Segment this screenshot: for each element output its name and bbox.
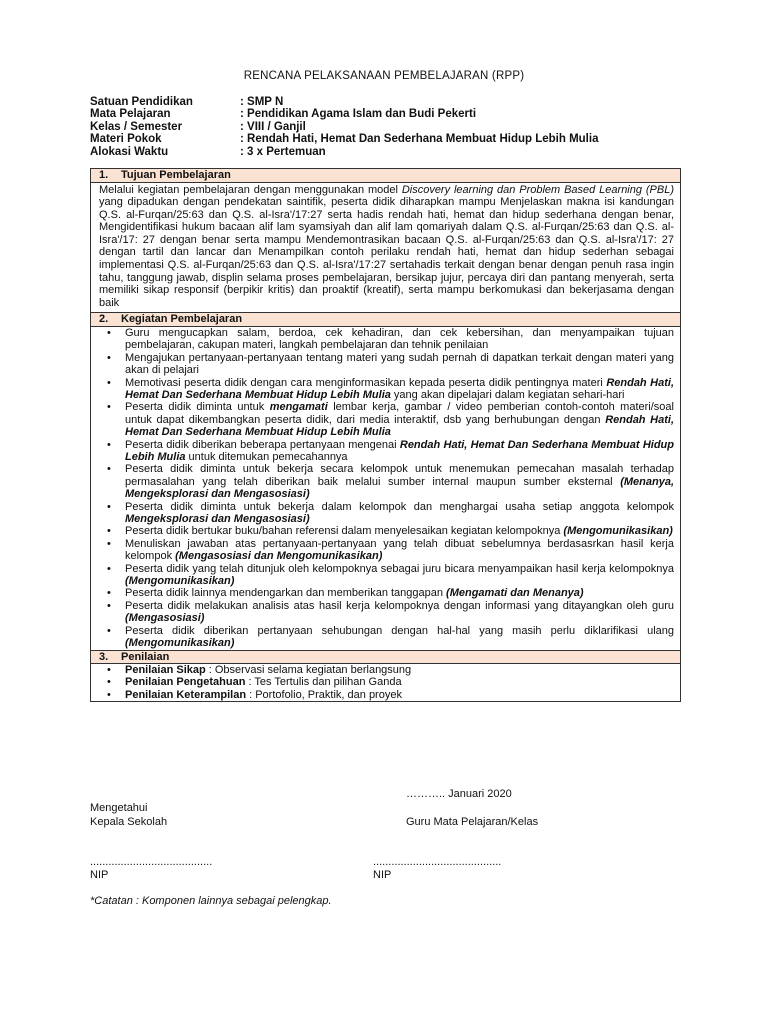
list-item: • Memotivasi peserta didik dengan cara menginformasikan kepada peserta didik pentingnya materi Rendah Hati, Hemat Dan Sederhana Membuat Hidup Lebih Mulia yang akan dipelajari dalam kegiatan sehari-hari [91, 377, 680, 402]
identity-row [90, 133, 598, 145]
identity-row [90, 146, 598, 158]
list-item: • Peserta didik diminta untuk mengamati lembar kerja, gambar / video pemberian contoh-contoh materi/soal untuk dapat dikembangkan peserta didik, dari media interaktif, dsb yang berhubungan dengan Rendah Hati, Hemat Dan Sederhana Membuat Hidup Lebih Mulia [91, 401, 680, 438]
list-item: • Peserta didik diberikan beberapa pertanyaan mengenai Rendah Hati, Hemat Dan Sederhana Membuat Hidup Lebih Mulia untuk ditemukan pemecahannya [91, 439, 680, 464]
section-number: 2. [99, 313, 109, 326]
signature-dots-left: ........................................ [90, 856, 213, 868]
section-heading-kegiatan [91, 312, 680, 327]
section-title: Kegiatan Pembelajaran [121, 313, 243, 326]
signature-right-line: Guru Mata Pelajaran/Kelas [406, 816, 539, 828]
list-item: • Guru mengucapkan salam, berdoa, cek kehadiran, dan cek kebersihan, dan menyampaikan tujuan pembelajaran, cakupan materi, langkah pembelajaran dan tehnik penilaian [91, 327, 680, 352]
identity-value: : 3 x Pertemuan [240, 146, 326, 158]
signature-date: ……….. Januari 2020 [406, 788, 512, 800]
identity-row [90, 96, 598, 108]
signature-left-line2: Kepala Sekolah [90, 816, 168, 828]
activity-list [91, 327, 680, 650]
identity-value: : SMP N [240, 96, 283, 108]
list-item: • Peserta didik diminta untuk bekerja secara kelompok untuk menemukan pemecahan masalah terhadap permasalahan yang telah diberikan baik melalui sumber internal maupun sumber eksternal (Menanya, Mengeksplorasi dan Mengasosiasi) [91, 463, 680, 500]
list-item: • Menuliskan jawaban atas pertanyaan-pertanyaan yang telah dibuat sebelumnya berdasasrkan hasil kerja kelompok (Mengasosiasi dan Mengomunikasikan) [91, 538, 680, 563]
purpose-text: yang dipadukan dengan pendekatan saintifik, peserta didik diharapkan mampu Menjelaskan makna isi kandungan Q.S. al-Furqan/25:63 dan Q.S. al-Isra'/17:27 serta hadis rendah hati, hemat dan hidup sederhana dengan benar, Mengidentifikasi hukum bacaan alif lam syamsiyah dan alif lam qomariyah dalam Q.S. al-Furqan/25:63 dan Q.S. al-Isra'/17: 27 dengan benar serta mampu Mendemontrasikan bacaan Q.S. al-Furqan/25:63 dan Q.S. al-Isra'/17: 27 dengan tartil dan lancar dan Menampilkan contoh perilaku rendah hati, hemat dan hidup sederhan sebagai implementasi Q.S. al-Furqan/25:63 dan Q.S. al-Isra'/17:27 sertahadis terkait dengan benar dengan penuh rasa ingin tahu, tanggung jawab, displin selama proses pembelajaran, bersikap jujur, percaya diri dan pantang menyerah, serta memiliki sikap responsif (berpikir kritis) dan proaktif (kreatif), serta mampu berkomukasi dan bekerjasama dengan baik [99, 196, 674, 309]
section-number: 1. [99, 169, 109, 181]
list-item: • Penilaian Sikap : Observasi selama kegiatan berlangsung [91, 664, 680, 676]
purpose-model: Discovery learning dan Problem Based Learning (PBL) [401, 183, 674, 196]
section-heading-tujuan [91, 169, 680, 183]
list-item: • Peserta didik diminta untuk bekerja dalam kelompok dan menghargai usaha setiap anggota kelompok Mengeksplorasi dan Mengasosiasi) [91, 501, 680, 526]
identity-label: Satuan Pendidikan [90, 96, 193, 108]
identity-row [90, 108, 598, 120]
section-title: Tujuan Pembelajaran [121, 169, 231, 181]
section-title: Penilaian [121, 650, 170, 663]
section-number: 3. [99, 650, 109, 663]
identity-value: : Rendah Hati, Hemat Dan Sederhana Membuat Hidup Lebih Mulia [240, 133, 598, 145]
list-item: • Penilaian Pengetahuan : Tes Tertulis dan pilihan Ganda [91, 676, 680, 688]
nip-right: NIP [373, 869, 392, 881]
footnote: *Catatan : Komponen lainnya sebagai pelengkap. [90, 895, 332, 907]
list-item: • Peserta didik bertukar buku/bahan referensi dalam menyelesaikan kegiatan kelompoknya (Mengomunikasikan) [91, 525, 680, 537]
purpose-text: Melalui kegiatan pembelajaran dengan menggunakan model [99, 183, 402, 196]
identity-label: Mata Pelajaran [90, 108, 171, 121]
list-item: • Mengajukan pertanyaan-pertanyaan tentang materi yang sudah pernah di dapatkan terkait dengan materi yang akan di pelajari [91, 352, 680, 377]
identity-label: Alokasi Waktu [90, 145, 169, 158]
rpp-table [90, 168, 681, 702]
list-item: • Peserta didik lainnya mendengarkan dan memberikan tanggapan (Mengamati dan Menanya) [91, 587, 680, 599]
purpose-paragraph [91, 183, 680, 313]
identity-value: : VIII / Ganjil [240, 121, 306, 133]
signature-dots-right: .......................................... [373, 856, 502, 868]
list-item: • Penilaian Keterampilan : Portofolio, Praktik, dan proyek [91, 689, 680, 701]
signature-left-line1: Mengetahui [90, 802, 148, 814]
identity-row [90, 121, 598, 133]
identity-label: Materi Pokok [90, 133, 162, 146]
section-heading-penilaian [91, 650, 680, 665]
identity-block [90, 96, 598, 158]
identity-value: : Pendidikan Agama Islam dan Budi Pekerti [240, 108, 476, 120]
document-title: RENCANA PELAKSANAAN PEMBELAJARAN (RPP) [243, 70, 525, 82]
nip-left: NIP [90, 869, 109, 881]
evaluation-list [91, 664, 680, 701]
identity-label: Kelas / Semester [90, 120, 183, 133]
list-item: • Peserta didik diberikan pertanyaan sehubungan dengan hal-hal yang masih perlu diklarifikasi ulang (Mengomunikasikan) [91, 625, 680, 650]
list-item: • Peserta didik yang telah ditunjuk oleh kelompoknya sebagai juru bicara menyampaikan hasil kerja kelompoknya (Mengomunikasikan) [91, 563, 680, 588]
list-item: • Peserta didik melakukan analisis atas hasil kerja kelompoknya dengan informasi yang ditayangkan oleh guru (Mengasosiasi) [91, 600, 680, 625]
